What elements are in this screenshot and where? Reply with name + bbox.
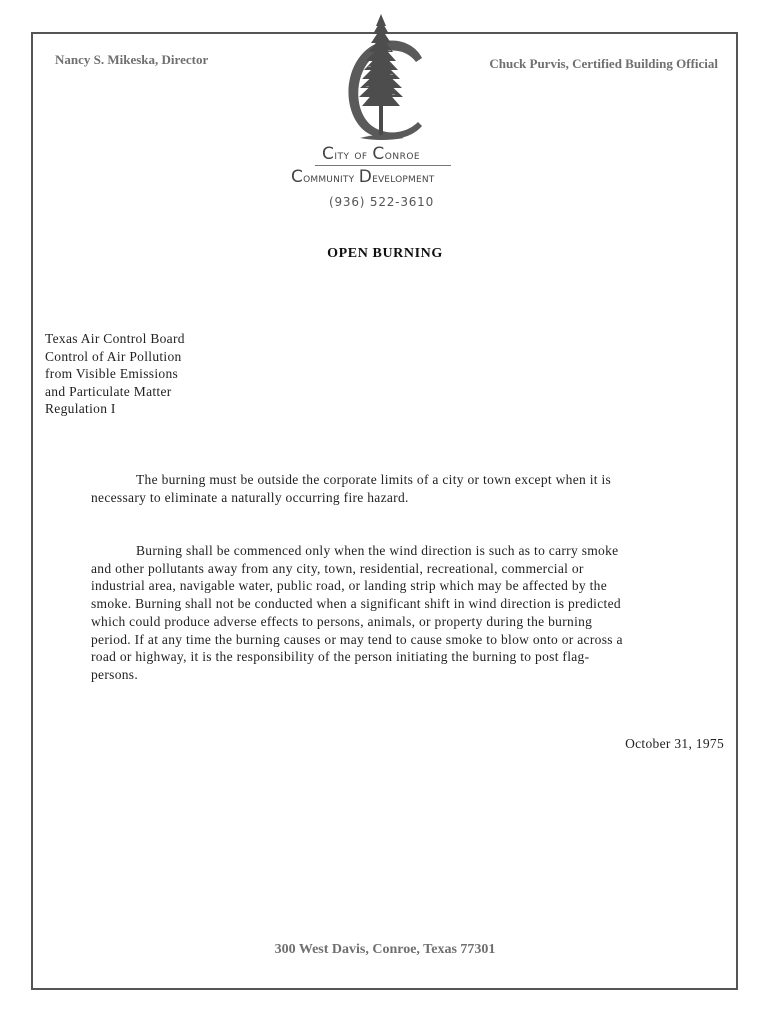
- paragraph-line: necessary to eliminate a naturally occurring fire hazard.: [91, 489, 409, 505]
- body-paragraph-2: [91, 542, 721, 684]
- paragraph-line: persons.: [91, 666, 139, 682]
- org-name-department: Community Development: [291, 167, 435, 187]
- org-divider: [315, 165, 451, 166]
- paragraph-line: road or highway, it is the responsibility of the person initiating the burning to post flag-: [91, 649, 590, 665]
- paragraph-line: which could produce adverse effects to persons, animals, or property during the burning: [91, 613, 593, 629]
- paragraph-line: and other pollutants away from any city, town, residential, recreational, commercial or: [91, 560, 584, 576]
- paragraph-line: industrial area, navigable water, public road, or landing strip which may be affected by the: [91, 578, 608, 594]
- paragraph-line: smoke. Burning shall not be conducted when a significant shift in wind direction is predicted: [91, 596, 621, 612]
- regulation-line: Texas Air Control Board: [45, 331, 185, 346]
- regulation-line: from Visible Emissions: [45, 366, 179, 382]
- regulation-line: and Particulate Matter: [45, 383, 172, 399]
- org-name-city: City of Conroe: [322, 144, 421, 164]
- director-name: Nancy S. Mikeska, Director: [55, 52, 209, 67]
- org-phone: (936) 522-3610: [329, 195, 435, 209]
- regulation-reference: [45, 330, 185, 418]
- pine-tree-c-logo-icon: [280, 10, 490, 150]
- paragraph-line: Burning shall be commenced only when the wind direction is such as to carry smoke: [136, 543, 619, 558]
- paragraph-line: period. If at any time the burning causes or may tend to cause smoke to blow onto or across a: [91, 631, 623, 647]
- document-date: October 31, 1975: [625, 736, 724, 751]
- regulation-line: Regulation I: [45, 401, 116, 417]
- paragraph-line: The burning must be outside the corporate limits of a city or town except when it is: [136, 472, 612, 487]
- footer-address: 300 West Davis, Conroe, Texas 77301: [274, 942, 496, 957]
- building-official-name: Chuck Purvis, Certified Building Official: [489, 56, 718, 71]
- body-paragraph-1: [91, 471, 721, 506]
- regulation-line: Control of Air Pollution: [45, 348, 182, 364]
- document-title: OPEN BURNING: [327, 246, 443, 261]
